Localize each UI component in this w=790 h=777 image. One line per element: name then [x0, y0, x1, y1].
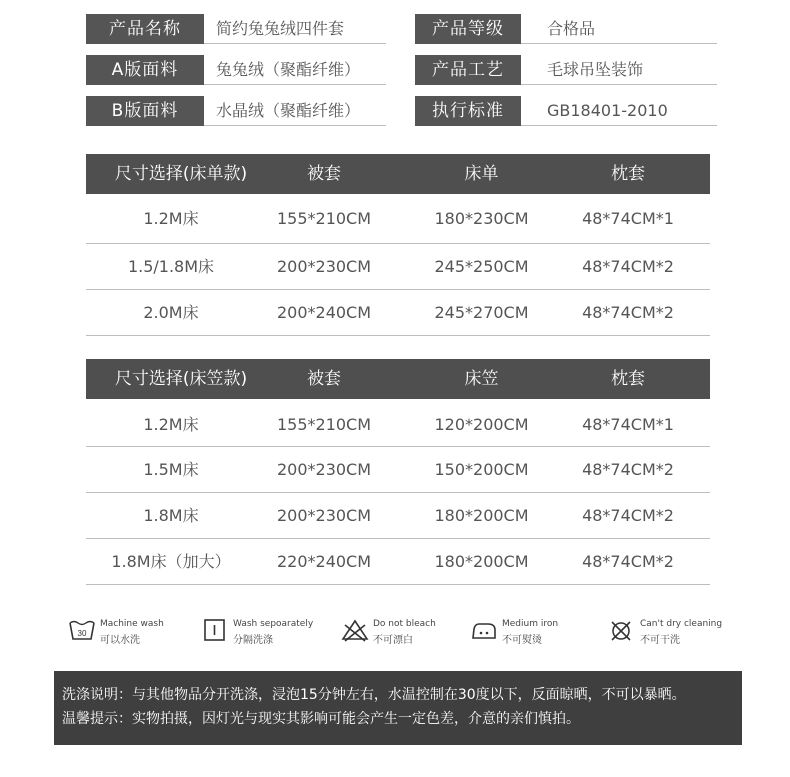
- table-cell: 200*230CM: [276, 506, 372, 525]
- care-item-machine-wash: [68, 615, 178, 647]
- table-cell: 48*74CM*2: [582, 257, 674, 276]
- medium-iron-icon: [470, 617, 498, 643]
- table-cell: 155*210CM: [276, 415, 372, 434]
- care-label-en: Medium iron: [502, 619, 559, 629]
- table-row: [86, 447, 710, 493]
- header-cell: 被套: [307, 164, 341, 184]
- no-dry-cleaning-icon: [608, 617, 636, 643]
- attr-value: GB18401-2010: [521, 96, 717, 126]
- care-item-no-dry-cleaning: [608, 615, 728, 647]
- care-label-zh: 分隔洗涤: [233, 635, 273, 646]
- header-cell: 被套: [307, 369, 341, 389]
- attr-product-grade: [415, 14, 717, 44]
- table-cell: 180*230CM: [434, 209, 529, 228]
- attr-value: 毛球吊坠装饰: [521, 55, 717, 85]
- table-cell: 48*74CM*2: [582, 303, 674, 322]
- table-cell: 1.8M床: [143, 506, 199, 525]
- attr-label: 产品工艺: [415, 55, 521, 85]
- attr-standard: [415, 96, 717, 126]
- care-label-zh: 不可熨烫: [502, 635, 542, 646]
- attr-label: 产品等级: [415, 14, 521, 44]
- care-label-en: Machine wash: [100, 619, 164, 629]
- header-cell: 枕套: [611, 164, 645, 184]
- attr-value: 兔兔绒（聚酯纤维）: [204, 55, 386, 85]
- table-cell: 155*210CM: [276, 209, 372, 228]
- size-table-flat-sheet: [86, 154, 710, 336]
- table-cell: 120*200CM: [434, 415, 529, 434]
- attr-fabric-a: [86, 55, 386, 85]
- header-cell: 枕套: [611, 369, 645, 389]
- table-row: [86, 493, 710, 539]
- attr-value: 简约兔兔绒四件套: [204, 14, 386, 44]
- table-cell: 48*74CM*2: [582, 506, 674, 525]
- table-cell: 48*74CM*1: [582, 415, 674, 434]
- table-cell: 180*200CM: [434, 506, 529, 525]
- care-item-do-not-bleach: [341, 615, 451, 647]
- table-cell: 2.0M床: [143, 303, 199, 322]
- table-cell: 200*230CM: [276, 257, 372, 276]
- care-item-wash-separately: [201, 615, 321, 647]
- care-label-en: Can't dry cleaning: [640, 619, 723, 629]
- attr-fabric-b: [86, 96, 386, 126]
- care-label-en: Wash sepoarately: [233, 619, 314, 629]
- do-not-bleach-icon: [341, 617, 369, 643]
- table-cell: 200*240CM: [276, 303, 372, 322]
- machine-wash-30-icon: [68, 617, 96, 643]
- attr-value: 合格品: [521, 14, 717, 44]
- notes-panel: [54, 671, 742, 745]
- care-label-en: Do not bleach: [373, 619, 436, 629]
- table-cell: 48*74CM*2: [582, 460, 674, 479]
- attr-product-name: [86, 14, 386, 44]
- attr-label: 产品名称: [86, 14, 204, 44]
- care-item-medium-iron: [470, 615, 580, 647]
- table-row: [86, 539, 710, 585]
- care-label-zh: 可以水洗: [100, 635, 140, 646]
- table-cell: 150*200CM: [434, 460, 529, 479]
- table-header: [86, 154, 710, 194]
- table-cell: 220*240CM: [276, 552, 372, 571]
- table-cell: 180*200CM: [434, 552, 529, 571]
- header-cell: 床笠: [464, 369, 499, 389]
- table-row: [86, 194, 710, 244]
- attr-value: 水晶绒（聚酯纤维）: [204, 96, 386, 126]
- header-cell: 尺寸选择(床笠款): [114, 369, 248, 389]
- care-label-zh: 不可干洗: [640, 635, 680, 646]
- wash-separately-icon: [201, 617, 229, 643]
- care-label-zh: 不可漂白: [373, 635, 413, 646]
- table-cell: 1.5M床: [143, 460, 199, 479]
- attr-label: 执行标准: [415, 96, 521, 126]
- table-header: [86, 359, 710, 399]
- table-cell: 48*74CM*1: [582, 209, 674, 228]
- table-row: [86, 290, 710, 336]
- table-cell: 48*74CM*2: [582, 552, 674, 571]
- attr-label: A版面料: [86, 55, 204, 85]
- header-cell: 尺寸选择(床单款): [114, 164, 248, 184]
- attr-craft: [415, 55, 717, 85]
- table-cell: 1.8M床（加大）: [111, 552, 231, 571]
- attr-label: B版面料: [86, 96, 204, 126]
- table-cell: 1.5/1.8M床: [127, 257, 215, 276]
- table-cell: 245*250CM: [434, 257, 529, 276]
- wash-temperature: 30: [77, 629, 87, 638]
- size-table-fitted-sheet: [86, 359, 710, 585]
- table-cell: 200*230CM: [276, 460, 372, 479]
- header-cell: 床单: [464, 164, 499, 184]
- warm-tip-note: 温馨提示：实物拍摄，因灯光与现实其影响可能会产生一定色差，介意的亲们慎拍。: [62, 711, 580, 727]
- washing-note: 洗涤说明：与其他物品分开洗涤，浸泡15分钟左右，水温控制在30度以下，反面晾晒，不可以暴晒。: [62, 687, 686, 703]
- table-row: [86, 399, 710, 447]
- table-cell: 245*270CM: [434, 303, 529, 322]
- table-cell: 1.2M床: [143, 209, 199, 228]
- table-cell: 1.2M床: [143, 415, 199, 434]
- table-row: [86, 244, 710, 290]
